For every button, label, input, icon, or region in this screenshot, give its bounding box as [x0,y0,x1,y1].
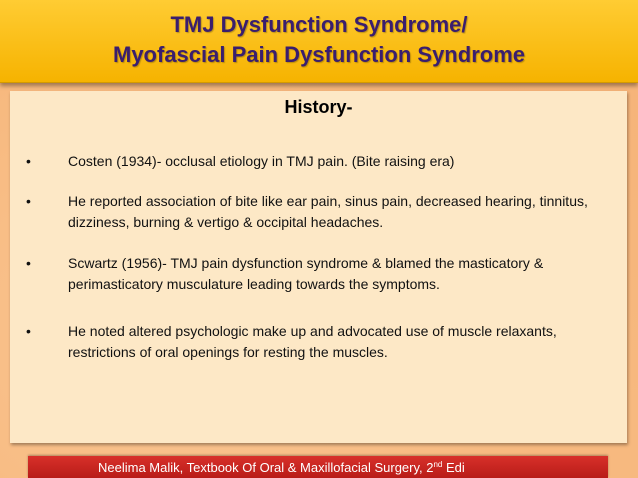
bullet-text: Scwartz (1956)- TMJ pain dysfunction syndrome & blamed the masticatory & perimasticatory musculature leading towards the symptoms. [68,255,544,292]
bullet-icon: • [26,323,31,339]
bullet-text: Costen (1934)- occlusal etiology in TMJ pain. (Bite raising era) [68,153,455,169]
citation-text-end: Edi [442,460,465,475]
title-bar [0,0,638,83]
citation-text: Neelima Malik, Textbook Of Oral & Maxillofacial Surgery, 2 [98,460,434,475]
bullet-text: He reported association of bite like ear pain, sinus pain, decreased hearing, tinnitus, dizziness, burning & vertigo & occipital headaches. [68,193,588,230]
bullet-icon: • [26,153,31,169]
slide-title-line-1: TMJ Dysfunction Syndrome/ [170,12,468,37]
bullet-icon: • [26,193,31,209]
footer-citation-bar [28,456,608,478]
citation-superscript: nd [433,460,443,469]
bullet-text: He noted altered psychologic make up and advocated use of muscle relaxants, restrictions of oral openings for resting the muscles. [68,323,557,360]
section-heading: History- [284,97,353,117]
slide-title-line-2: Myofascial Pain Dysfunction Syndrome [113,42,525,67]
footer-citation [98,460,465,475]
bullet-icon: • [26,255,31,271]
content-panel [10,91,627,443]
